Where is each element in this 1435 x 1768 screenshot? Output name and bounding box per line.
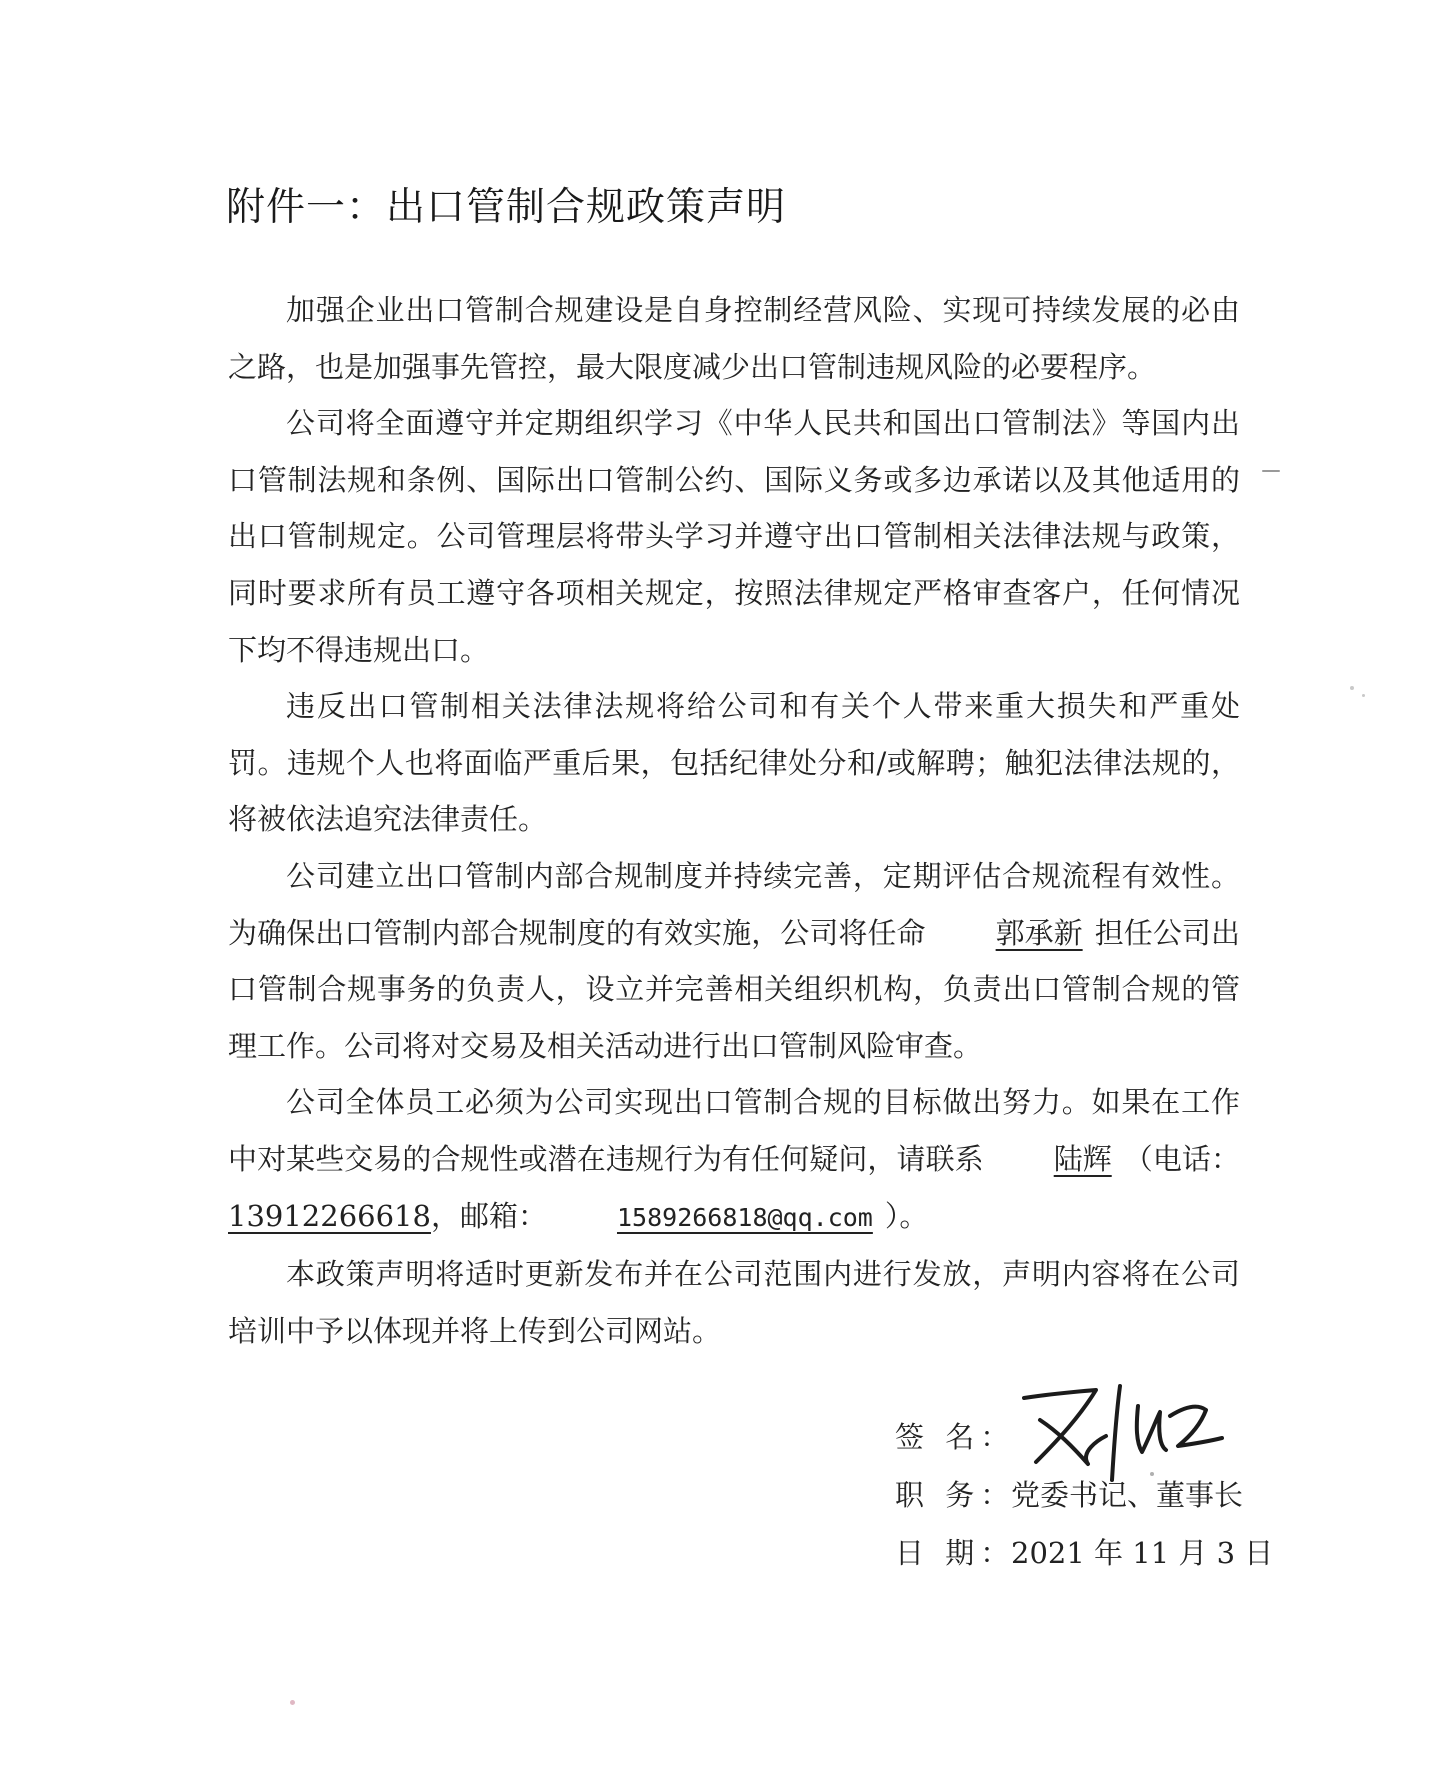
date-value: 2021 年 11 月 3 日 xyxy=(1011,1536,1274,1570)
paragraph-5 xyxy=(228,1074,1240,1246)
responsible-person-name: 郭承新 xyxy=(995,915,1083,950)
paragraph-5-text-d: ）。 xyxy=(884,1198,929,1233)
paragraph-5-text-a: 公司全体员工必须为公司实现出口管制合规的目标做出努力。如果在工作中对某些交易的合规性或潜在违规行为有任何疑问，请联系 xyxy=(228,1085,1240,1176)
paragraph-4 xyxy=(228,848,1240,1074)
paragraph-5-text-b: （电话： xyxy=(1123,1141,1240,1176)
scan-speck xyxy=(290,1700,295,1705)
paragraph-4-text-a: 公司建立出口管制内部合规制度并持续完善，定期评估合规流程有效性。为确保出口管制内部合规制度的有效实施，公司将任命 xyxy=(228,858,1240,950)
paragraph-2: 公司将全面遵守并定期组织学习《中华人民共和国出口管制法》等国内出口管制法规和条例、国际出口管制公约、国际义务或多边承诺以及其他适用的出口管制规定。公司管理层将带头学习并遵守出口管制相关法律法规与政策，同时要求所有员工遵守各项相关规定，按照法律规定严格审查客户，任何情况下均不得违规出口。 xyxy=(228,406,1240,667)
position-value: 党委书记、董事长 xyxy=(1011,1478,1244,1512)
signature-label: 签 名： xyxy=(895,1420,1016,1454)
signature-block xyxy=(895,1408,1274,1582)
scan-speck xyxy=(1350,686,1354,690)
scan-speck xyxy=(1262,470,1280,472)
scan-speck xyxy=(1150,1472,1154,1476)
signature-row xyxy=(895,1408,1255,1466)
contact-phone: 13912266618 xyxy=(228,1198,431,1233)
document-title: 附件一：出口管制合规政策声明 xyxy=(226,185,787,230)
paragraph-6: 本政策声明将适时更新发布并在公司范围内进行发放，声明内容将在公司培训中予以体现并将上传到公司网站。 xyxy=(228,1257,1240,1348)
paragraph-4-text-b: 担任公司出口管制合规事务的负责人，设立并完善相关组织机构，负责出口管制合规的管理工作。公司将对交易及相关活动进行出口管制风险审查。 xyxy=(228,915,1240,1063)
date-row xyxy=(895,1524,1274,1582)
contact-email: 1589266818@qq.com xyxy=(616,1202,873,1232)
scan-speck xyxy=(1362,694,1365,697)
position-row xyxy=(895,1466,1255,1524)
paragraph-3: 违反出口管制相关法律法规将给公司和有关个人带来重大损失和严重处罚。违规个人也将面临严重后果，包括纪律处分和/或解聘；触犯法律法规的，将被依法追究法律责任。 xyxy=(228,689,1240,837)
paragraph-1: 加强企业出口管制合规建设是自身控制经营风险、实现可持续发展的必由之路，也是加强事先管控，最大限度减少出口管制违规风险的必要程序。 xyxy=(228,293,1240,384)
position-label: 职 务： xyxy=(895,1478,1016,1512)
document-body xyxy=(228,282,1240,1359)
date-label: 日 期： xyxy=(895,1536,1016,1570)
contact-person-name: 陆辉 xyxy=(1053,1141,1112,1176)
paragraph-5-text-c: ，邮箱： xyxy=(430,1198,547,1233)
